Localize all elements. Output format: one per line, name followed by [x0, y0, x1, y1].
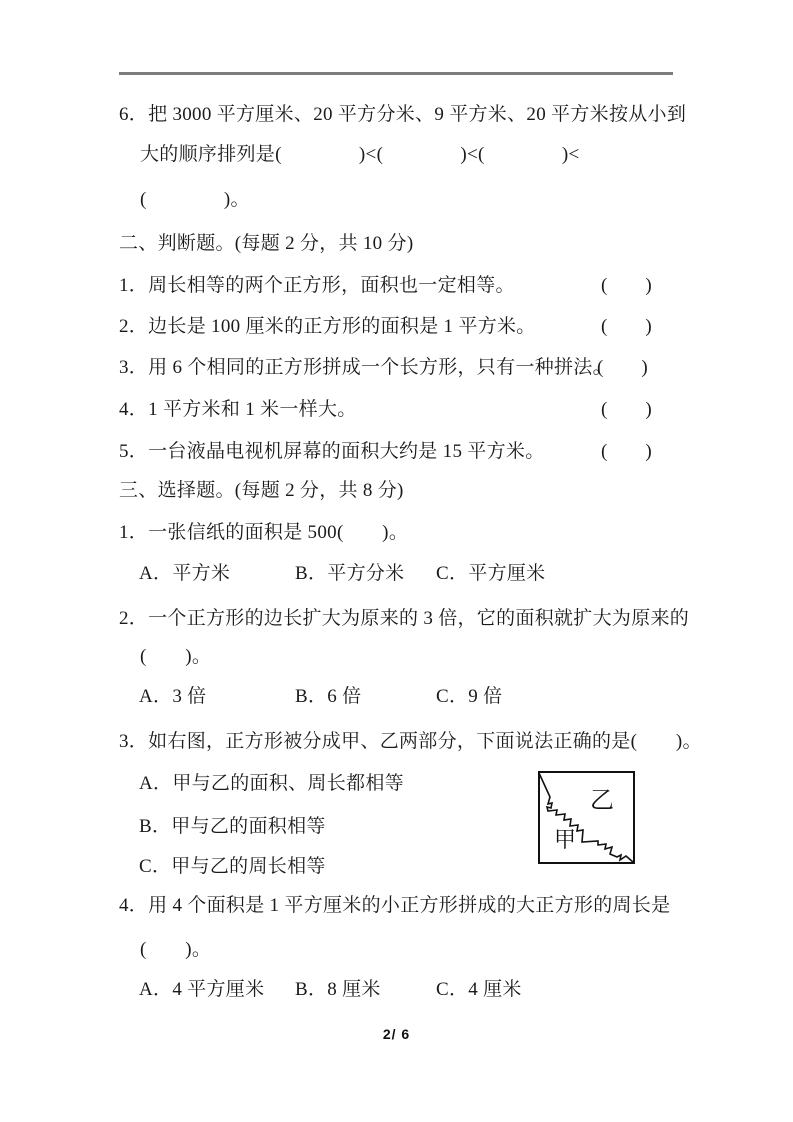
q6-line1 [119, 101, 686, 129]
choice-q2-answer-blank: ( )。 [140, 646, 212, 667]
q6-number: 6． [119, 104, 149, 125]
choice-q3-text: 如右图，正方形被分成甲、乙两部分，下面说法正确的是( )。 [148, 731, 702, 752]
judge-item-1 [119, 272, 515, 300]
choice-q4-number: 4． [119, 895, 149, 916]
choice-q4-option-a: A．4 平方厘米 [139, 979, 265, 1000]
header-divider [119, 72, 673, 75]
figure-label-yi: 乙 [590, 788, 614, 814]
section-judge-title: 二、判断题。(每题 2 分，共 10 分) [119, 233, 414, 254]
judge-item-2 [119, 313, 536, 341]
judge-item-3 [119, 354, 612, 382]
judge-item-2-text: 边长是 100 厘米的正方形的面积是 1 平方米。 [148, 316, 536, 337]
choice-q2-options [0, 683, 793, 711]
choice-q2-line1 [119, 605, 689, 633]
judge-item-3-answer-blank: ( ) [597, 357, 648, 378]
q6-line2: 大的顺序排列是( )<( )<( )< [140, 144, 580, 165]
figure-label-jia: 甲 [554, 827, 577, 852]
judge-item-2-number: 2． [119, 316, 149, 337]
choice-q1-option-c: C．平方厘米 [436, 563, 546, 584]
choice-q2-option-c: C．9 倍 [436, 686, 503, 707]
judge-item-4-text: 1 平方米和 1 米一样大。 [148, 399, 357, 420]
choice-q1-option-b: B．平方分米 [295, 563, 405, 584]
choice-q4-option-c: C．4 厘米 [436, 979, 522, 1000]
choice-q4-option-b: B．8 厘米 [295, 979, 381, 1000]
judge-item-1-answer-blank: ( ) [601, 275, 652, 296]
choice-q1 [119, 519, 408, 547]
judge-item-1-number: 1． [119, 275, 149, 296]
q6-line1-text: 把 3000 平方厘米、20 平方分米、9 平方米、20 平方米按从小到 [148, 104, 687, 125]
choice-q3-number: 3． [119, 731, 149, 752]
choice-q1-text: 一张信纸的面积是 500( )。 [148, 522, 409, 543]
choice-q2-option-b: B．6 倍 [295, 686, 362, 707]
q3-square-figure [538, 771, 635, 864]
judge-item-5-answer-blank: ( ) [601, 441, 652, 462]
judge-item-4 [119, 396, 357, 424]
choice-q3-option-c: C．甲与乙的周长相等 [139, 856, 326, 877]
judge-item-1-text: 周长相等的两个正方形，面积也一定相等。 [148, 275, 515, 296]
choice-q4-answer-blank: ( )。 [140, 939, 212, 960]
choice-q3 [119, 728, 702, 756]
choice-q2-option-a: A．3 倍 [139, 686, 207, 707]
choice-q3-option-a: A．甲与乙的面积、周长都相等 [139, 773, 404, 794]
q6-line3: ( )。 [140, 189, 250, 210]
judge-item-5-text: 一台液晶电视机屏幕的面积大约是 15 平方米。 [148, 441, 545, 462]
judge-item-3-text: 用 6 个相同的正方形拼成一个长方形，只有一种拼法。 [148, 357, 612, 378]
choice-q2-number: 2． [119, 608, 149, 629]
judge-item-2-answer-blank: ( ) [601, 316, 652, 337]
judge-item-5 [119, 438, 545, 466]
choice-q1-number: 1． [119, 522, 149, 543]
page-number: 2/ 6 [382, 1026, 411, 1042]
choice-q1-options [0, 560, 793, 588]
judge-item-5-number: 5． [119, 441, 149, 462]
choice-q4-options [0, 976, 793, 1004]
choice-q2-line1-text: 一个正方形的边长扩大为原来的 3 倍，它的面积就扩大为原来的 [148, 608, 690, 629]
choice-q4-line1-text: 用 4 个面积是 1 平方厘米的小正方形拼成的大正方形的周长是 [148, 895, 671, 916]
choice-q1-option-a: A．平方米 [139, 563, 231, 584]
judge-item-4-number: 4． [119, 399, 149, 420]
section-choice-title: 三、选择题。(每题 2 分，共 8 分) [119, 480, 404, 501]
judge-item-4-answer-blank: ( ) [601, 399, 652, 420]
judge-item-3-number: 3． [119, 357, 149, 378]
choice-q4-line1 [119, 892, 670, 920]
choice-q3-option-b: B．甲与乙的面积相等 [139, 816, 326, 837]
